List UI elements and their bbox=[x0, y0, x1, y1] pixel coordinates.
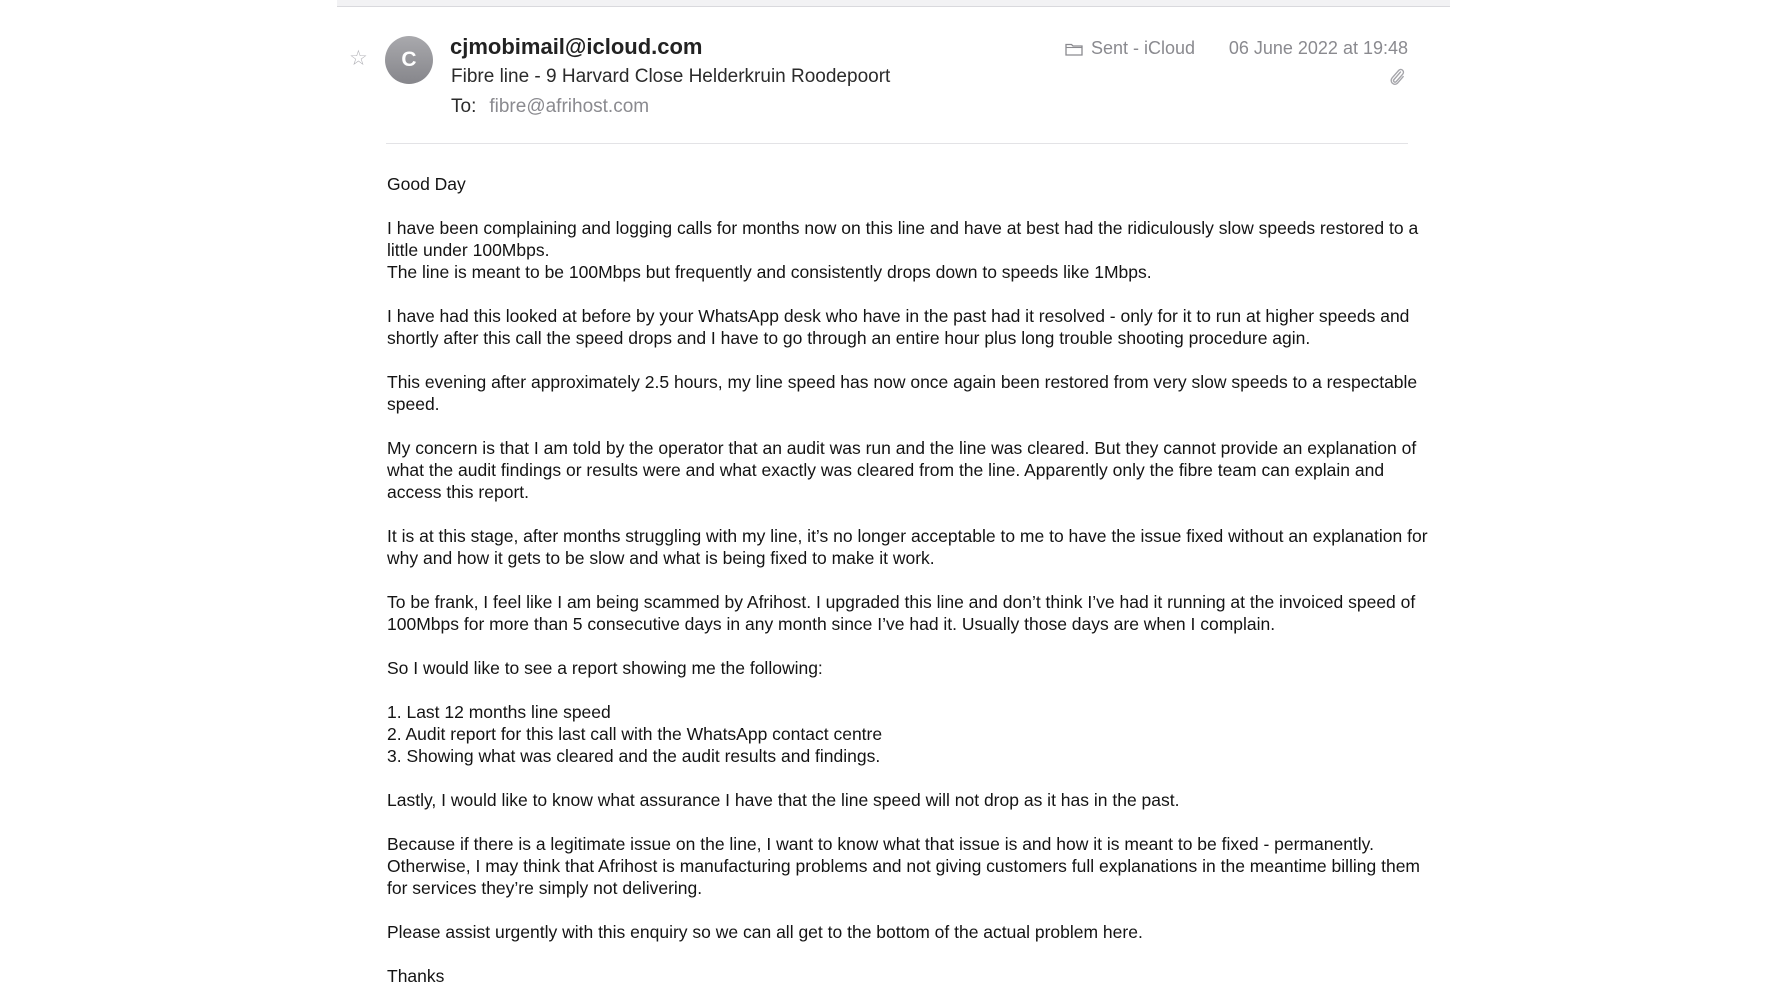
mailbox-indicator[interactable] bbox=[1065, 38, 1195, 59]
recipient-row bbox=[451, 96, 649, 118]
paragraph: Because if there is a legitimate issue on the line, I want to know what that issue is and how it is meant to be fixed - permanently. Otherwise, I may think that Afrihost is manufacturing problems and not giving customers full explanations in the meantime billing them for services they’re simply not delivering. bbox=[387, 834, 1421, 898]
paragraph: Lastly, I would like to know what assurance I have that the line speed will not drop as it has in the past. bbox=[387, 790, 1180, 810]
folder-icon bbox=[1065, 42, 1083, 56]
paragraph: It is at this stage, after months struggling with my line, it’s no longer acceptable to me to have the issue fixed without an explanation for why and how it gets to be slow and what is being fixed to make it work. bbox=[387, 526, 1428, 568]
list-item: 2. Audit report for this last call with the WhatsApp contact centre bbox=[387, 724, 883, 744]
paperclip-icon[interactable] bbox=[1388, 66, 1406, 88]
paragraph: So I would like to see a report showing me the following: bbox=[387, 658, 823, 678]
paragraph: Please assist urgently with this enquiry so we can all get to the bottom of the actual problem here. bbox=[387, 922, 1143, 942]
top-divider bbox=[337, 0, 1450, 7]
list-item: 3. Showing what was cleared and the audit results and findings. bbox=[387, 746, 881, 766]
greeting: Good Day bbox=[387, 174, 466, 194]
to-label: To: bbox=[451, 96, 477, 117]
avatar bbox=[385, 36, 433, 84]
subject-line: Fibre line - 9 Harvard Close Helderkruin Roodepoort bbox=[451, 66, 891, 87]
sender-address[interactable]: cjmobimail@icloud.com bbox=[450, 34, 703, 59]
header-divider bbox=[386, 143, 1408, 144]
request-list bbox=[387, 701, 1437, 767]
list-item: 1. Last 12 months line speed bbox=[387, 702, 611, 722]
paragraph: To be frank, I feel like I am being scammed by Afrihost. I upgraded this line and don’t think I’ve had it running at the invoiced speed of 100Mbps for more than 5 consecutive days in any month since I’ve had it. Usually those days are when I complain. bbox=[387, 592, 1416, 634]
paragraph: I have been complaining and logging calls for months now on this line and have at best had the ridiculously slow speeds restored to a little under 100Mbps. The line is meant to be 100Mbps but frequently and consistently drops down to speeds like 1Mbps. bbox=[387, 218, 1419, 282]
message-body bbox=[387, 173, 1437, 1000]
star-icon[interactable]: ☆ bbox=[349, 47, 368, 70]
paragraph: This evening after approximately 2.5 hours, my line speed has now once again been restored from very slow speeds to a respectable speed. bbox=[387, 372, 1418, 414]
avatar-initial: C bbox=[401, 48, 417, 71]
paragraph: My concern is that I am told by the operator that an audit was run and the line was cleared. But they cannot provide an explanation of what the audit findings or results were and what exactly was cleared from the line. Apparently only the fibre team can explain and access this report. bbox=[387, 438, 1417, 502]
mailbox-label: Sent - iCloud bbox=[1091, 38, 1196, 58]
recipient-address[interactable]: fibre@afrihost.com bbox=[489, 96, 650, 117]
message-date: 06 June 2022 at 19:48 bbox=[1228, 38, 1408, 58]
paragraph: I have had this looked at before by your WhatsApp desk who have in the past had it resolved - only for it to run at higher speeds and shortly after this call the speed drops and I have to go through an entire hour plus long trouble shooting procedure agin. bbox=[387, 306, 1410, 348]
signoff: Thanks bbox=[387, 966, 445, 986]
